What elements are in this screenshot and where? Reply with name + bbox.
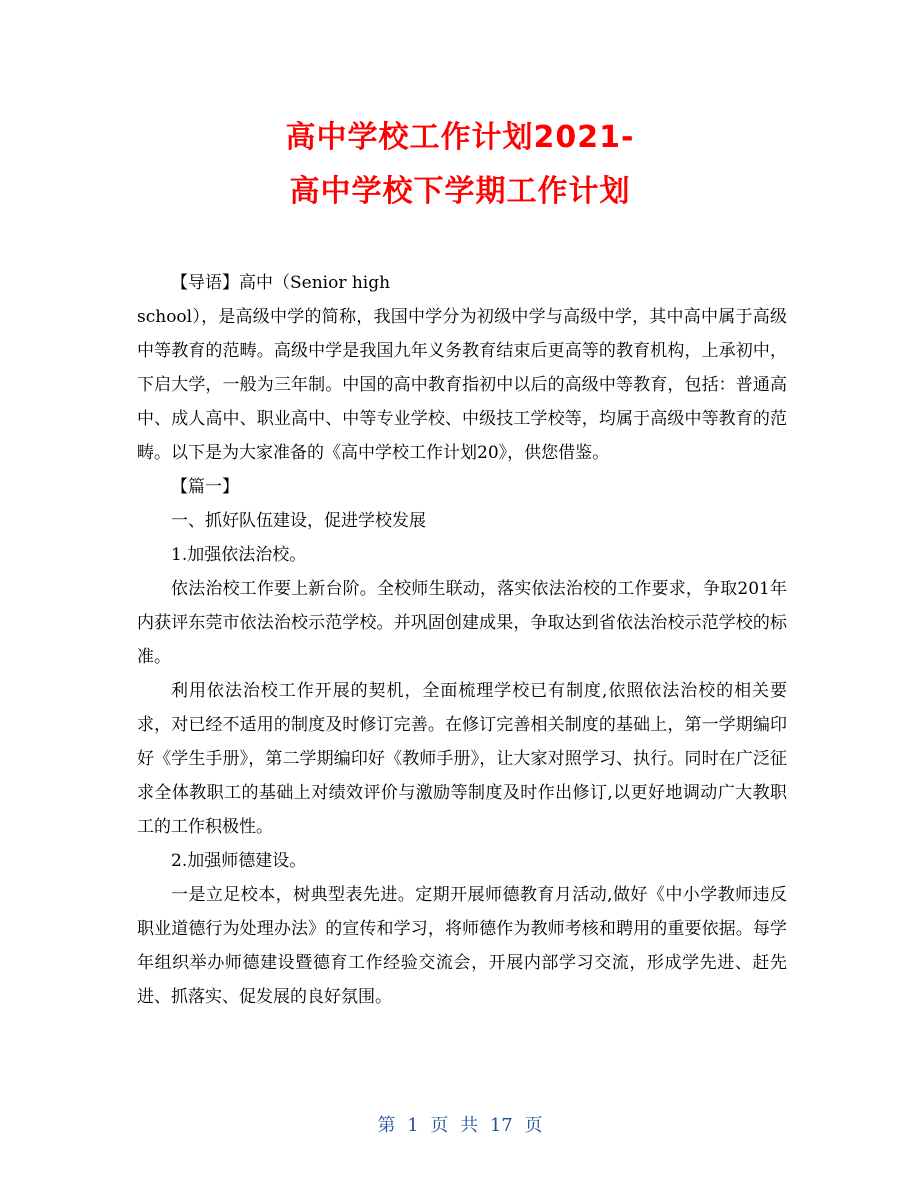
paragraph-3: 一是立足校本，树典型表先进。定期开展师德教育月活动,做好《中小学教师违反职业道德行为处理办法》的宣传和学习，将师德作为教师考核和聘用的重要依据。每学年组织举办师德建设暨德育工作经验交流会，开展内部学习交流，形成学先进、赶先进、抓落实、促发展的良好氛围。 [137, 885, 787, 1007]
document-title-line1: 高中学校工作计划2021- [285, 120, 635, 155]
subheading-1: 1.加强依法治校。 [171, 545, 307, 565]
section-label: 【篇一】 [171, 477, 239, 497]
section-heading: 一、抓好队伍建设，促进学校发展 [171, 511, 426, 531]
paragraph-2: 利用依法治校工作开展的契机，全面梳理学校已有制度,依照依法治校的相关要求，对已经不适用的制度及时修订完善。在修订完善相关制度的基础上，第一学期编印好《学生手册》，第二学期编印好《教师手册》，让大家对照学习、执行。同时在广泛征求全体教职工的基础上对绩效评价与激励等制度及时作出修订,以更好地调动广大教职工的工作积极性。 [137, 681, 787, 837]
intro-first-line: 【导语】高中（Senior high [171, 273, 391, 293]
document-body [137, 266, 787, 1014]
subheading-2: 2.加强师德建设。 [171, 851, 307, 871]
paragraph-1: 依法治校工作要上新台阶。全校师生联动，落实依法治校的工作要求，争取201年内获评东莞市依法治校示范学校。并巩固创建成果，争取达到省依法治校示范学校的标准。 [137, 579, 787, 667]
document-title-line2: 高中学校下学期工作计划 [289, 174, 631, 209]
intro-paragraph: school），是高级中学的简称，我国中学分为初级中学与高级中学，其中高中属于高级中等教育的范畴。高级中学是我国九年义务教育结束后更高等的教育机构，上承初中，下启大学，一般为三年制。中国的高中教育指初中以后的高级中等教育，包括：普通高中、成人高中、职业高中、中等专业学校、中级技工学校等，均属于高级中等教育的范畴。以下是为大家准备的《高中学校工作计划20》，供您借鉴。 [137, 307, 787, 463]
page-number-footer: 第 1 页 共 17 页 [377, 1115, 543, 1136]
